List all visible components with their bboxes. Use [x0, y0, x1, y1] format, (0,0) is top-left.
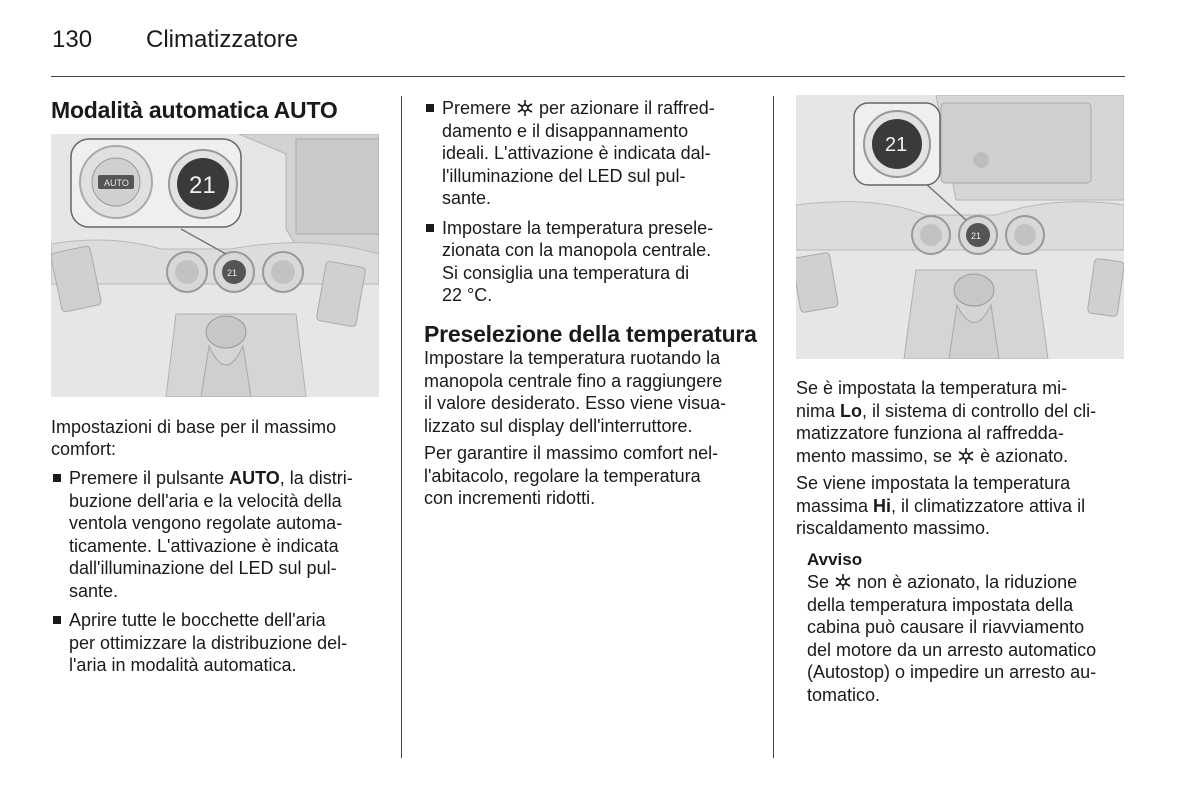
snowflake-icon	[516, 99, 534, 117]
snowflake-icon	[834, 573, 852, 591]
square-bullet-icon	[426, 104, 434, 112]
column-divider-2	[773, 96, 774, 758]
header-rule	[51, 76, 1125, 77]
lo-paragraph: Se è impostata la temperatura mi- nima Lo, il sistema di controllo del cli- matizzatore funziona al raffredda- mento massimo, se è azionato.	[796, 378, 1097, 466]
intro-line-2: comfort:	[51, 439, 117, 459]
section-heading-preselection: Preselezione della temperatura	[424, 321, 757, 347]
center-console-illustration	[796, 95, 1124, 359]
display-temperature-2: 21	[885, 134, 908, 156]
lo-label: Lo	[840, 400, 863, 421]
square-bullet-icon	[53, 616, 61, 624]
display-temperature: 21	[189, 172, 216, 199]
notice-box: Avviso Se non è azionato, la riduzione della temperatura impostata della cabina può causare il riavviamento del motore da un arresto automatico (Autostop) o impedire un arresto au- tomatico.	[807, 549, 1125, 706]
square-bullet-icon	[53, 474, 61, 482]
auto-steps-list	[51, 467, 386, 677]
ac-steps-list	[424, 97, 759, 307]
figure-auto-mode	[51, 134, 379, 397]
intro-line-1: Impostazioni di base per il massimo	[51, 417, 337, 437]
notice-title: Avviso	[807, 550, 863, 569]
snowflake-icon	[957, 447, 975, 465]
list-item: Aprire tutte le bocchette dell'aria per ottimizzare la distribuzione del- l'aria in modalità automatica.	[51, 609, 386, 677]
page-number: 130	[52, 26, 93, 53]
hi-label: Hi	[873, 495, 892, 516]
dashboard-illustration	[51, 134, 379, 397]
auto-button-label: AUTO	[229, 468, 280, 488]
square-bullet-icon	[426, 224, 434, 232]
column-divider-1	[401, 96, 402, 758]
list-item: Premere il pulsante AUTO, la distri- buzione dell'aria e la velocità della ventola vengono regolate automa- ticamente. L'attivazione è indicata dall'illuminazione del LED sul pul- sante.	[51, 467, 386, 602]
page-title: Climatizzatore	[146, 26, 299, 53]
preselection-paragraph-2: Per garantire il massimo comfort nel- l'abitacolo, regolare la temperatura con incrementi ridotti.	[424, 443, 719, 508]
hi-paragraph: Se viene impostata la temperatura massima Hi, il climatizzatore attiva il riscaldamento massimo.	[796, 473, 1086, 538]
preselection-paragraph-1: Impostare la temperatura ruotando la manopola centrale fino a raggiungere il valore desiderato. Esso viene visua- lizzato sul display dell'interruttore.	[424, 348, 727, 436]
display-auto-label: AUTO	[104, 178, 129, 188]
svg-text:21: 21	[971, 231, 982, 241]
list-item: Impostare la temperatura presele- zionata con la manopola centrale. Si consiglia una temperatura di 22 °C.	[424, 217, 759, 307]
figure-temperature-knob	[796, 95, 1124, 359]
section-heading-auto: Modalità automatica AUTO	[51, 97, 338, 123]
list-item: Premere per azionare il raffred- damento e il disappannamento ideali. L'attivazione è indicata dal- l'illuminazione del LED sul pul- sante.	[424, 97, 759, 210]
svg-text:21: 21	[227, 268, 238, 278]
